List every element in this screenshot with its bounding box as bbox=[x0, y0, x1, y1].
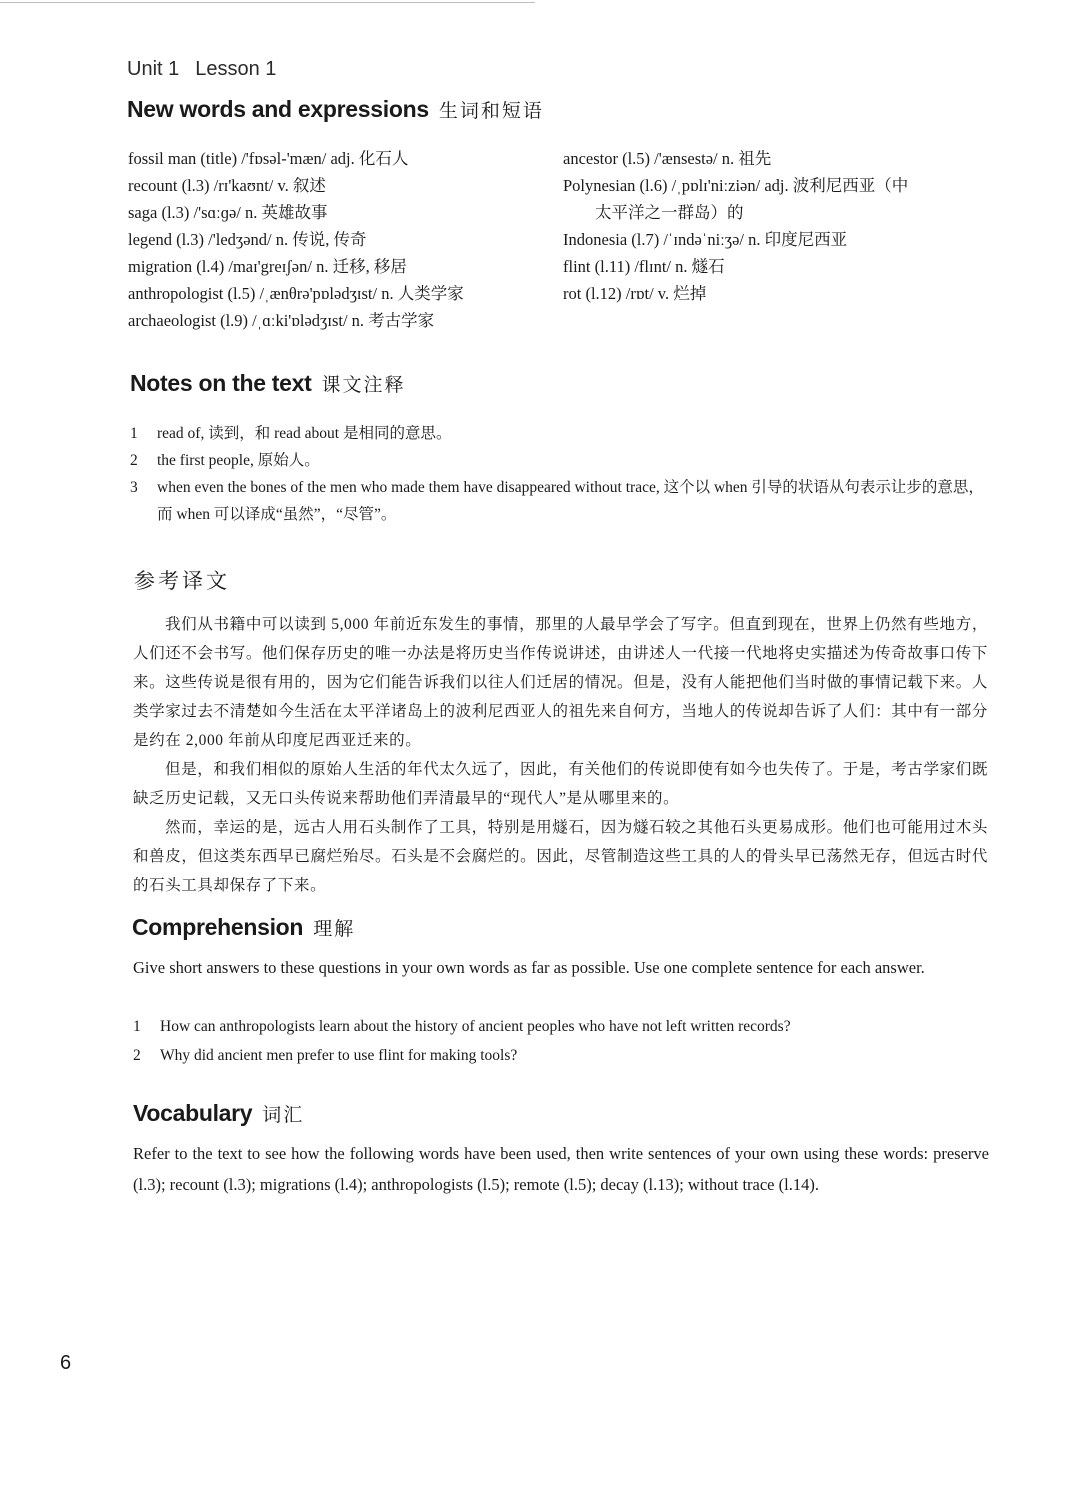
comprehension-title: Comprehension bbox=[132, 914, 304, 940]
word-entry-continuation: 太平洋之一群岛）的 bbox=[595, 203, 744, 222]
word-entry: rot (l.12) /rɒt/ v. 烂掉 bbox=[563, 284, 707, 303]
note-number: 1 bbox=[130, 425, 138, 442]
question-text: How can anthropologists learn about the history of ancient peoples who have not left written records? bbox=[160, 1018, 791, 1035]
word-entry bbox=[563, 172, 993, 226]
notes-title-zh: 课文注释 bbox=[321, 374, 406, 396]
note-item bbox=[130, 447, 990, 474]
translation-title: 参考译文 bbox=[134, 569, 230, 593]
question-text: Why did ancient men prefer to use flint for making tools? bbox=[160, 1047, 518, 1064]
notes-heading bbox=[130, 370, 406, 397]
comprehension-intro: Give short answers to these questions in your own words as far as possible. Use one complete sentence for each answer. bbox=[133, 958, 925, 977]
word-entry: anthropologist (l.5) /ˌænθrə'pɒlədʒɪst/ n. 人类学家 bbox=[128, 284, 464, 303]
question-item bbox=[133, 1012, 989, 1041]
translation-paragraph: 我们从书籍中可以读到 5,000 年前近东发生的事情，那里的人最早学会了写字。但直到现在，世界上仍然有些地方，人们还不会书写。他们保存历史的唯一办法是将历史当作传说讲述，由讲述人一代接一代地将史实描述为传奇故事口传下来。这些传说是很有用的，因为它们能告诉我们以往人们迁居的情况。但是，没有人能把他们当时做的事情记载下来。人类学家过去不清楚如今生活在太平洋诸岛上的波利尼西亚人的祖先来自何方，当地人的传说却告诉了人们：其中有一部分是约在 2,000 年前从印度尼西亚迁来的。 bbox=[133, 616, 988, 749]
translation-paragraph: 但是，和我们相似的原始人生活的年代太久远了，因此，有关他们的传说即使有如今也失传了。于是，考古学家们既缺乏历史记载，又无口头传说来帮助他们弄清最早的“现代人”是从哪里来的。 bbox=[133, 761, 988, 807]
question-number: 2 bbox=[133, 1047, 141, 1064]
word-entry: saga (l.3) /'sɑːɡə/ n. 英雄故事 bbox=[128, 203, 328, 222]
note-text: the first people, 原始人。 bbox=[157, 452, 320, 469]
unit-lesson-header bbox=[127, 58, 276, 81]
word-entry: flint (l.11) /flɪnt/ n. 燧石 bbox=[563, 257, 725, 276]
notes-list bbox=[130, 420, 990, 528]
word-entry: migration (l.4) /maɪ'greɪʃən/ n. 迁移, 移居 bbox=[128, 257, 407, 276]
word-entry: ancestor (l.5) /'ænsestə/ n. 祖先 bbox=[563, 149, 772, 168]
comprehension-questions bbox=[133, 1012, 989, 1070]
new-words-heading bbox=[127, 96, 544, 123]
word-entry-main: Polynesian (l.6) /ˌpɒlɪ'niːziən/ adj. 波利尼西亚（中 bbox=[563, 176, 909, 195]
word-entry: Indonesia (l.7) /ˈɪndəˈniːʒə/ n. 印度尼西亚 bbox=[563, 230, 848, 249]
unit-label: Unit 1 bbox=[127, 58, 180, 80]
vocabulary-text: Refer to the text to see how the following words have been used, then write sentences of your own using these words: preserve (l.3); recount (l.3); migrations (l.4); anthropologists (l.5); remote (l.5); decay (l.13); without trace (l.14). bbox=[133, 1144, 989, 1194]
vocabulary-title: Vocabulary bbox=[133, 1100, 253, 1126]
note-text: when even the bones of the men who made them have disappeared without trace, 这个以 when 引导的状语从句表示让步的意思，而 when 可以译成“虽然”，“尽管”。 bbox=[157, 479, 984, 523]
note-text: read of, 读到，和 read about 是相同的意思。 bbox=[157, 425, 452, 442]
notes-title: Notes on the text bbox=[130, 370, 312, 396]
word-entry: fossil man (title) /'fɒsəl-'mæn/ adj. 化石人 bbox=[128, 149, 409, 168]
note-item bbox=[130, 474, 990, 528]
lesson-label: Lesson 1 bbox=[195, 58, 277, 80]
question-item bbox=[133, 1041, 989, 1070]
question-number: 1 bbox=[133, 1018, 141, 1035]
top-rule bbox=[0, 2, 535, 3]
note-item bbox=[130, 420, 990, 447]
note-number: 3 bbox=[130, 479, 138, 496]
page-number: 6 bbox=[60, 1352, 72, 1374]
vocabulary-title-zh: 词汇 bbox=[262, 1104, 305, 1126]
note-number: 2 bbox=[130, 452, 138, 469]
translation-paragraph: 然而，幸运的是，远古人用石头制作了工具，特别是用燧石，因为燧石较之其他石头更易成形。他们也可能用过木头和兽皮，但这类东西早已腐烂殆尽。石头是不会腐烂的。因此，尽管制造这些工具的人的骨头早已荡然无存，但远古时代的石头工具却保存了下来。 bbox=[133, 819, 988, 894]
new-words-title: New words and expressions bbox=[127, 96, 429, 122]
vocabulary-heading bbox=[133, 1100, 304, 1127]
word-entry: legend (l.3) /'ledʒənd/ n. 传说, 传奇 bbox=[128, 230, 367, 249]
comprehension-heading bbox=[132, 914, 355, 941]
word-list-left bbox=[128, 145, 558, 334]
comprehension-title-zh: 理解 bbox=[313, 918, 356, 940]
translation-body bbox=[133, 610, 988, 900]
word-entry: archaeologist (l.9) /ˌɑːki'ɒlədʒɪst/ n. 考古学家 bbox=[128, 311, 435, 330]
word-entry: recount (l.3) /rɪ'kaʊnt/ v. 叙述 bbox=[128, 176, 326, 195]
word-list-right bbox=[563, 145, 993, 307]
new-words-title-zh: 生词和短语 bbox=[438, 100, 544, 122]
